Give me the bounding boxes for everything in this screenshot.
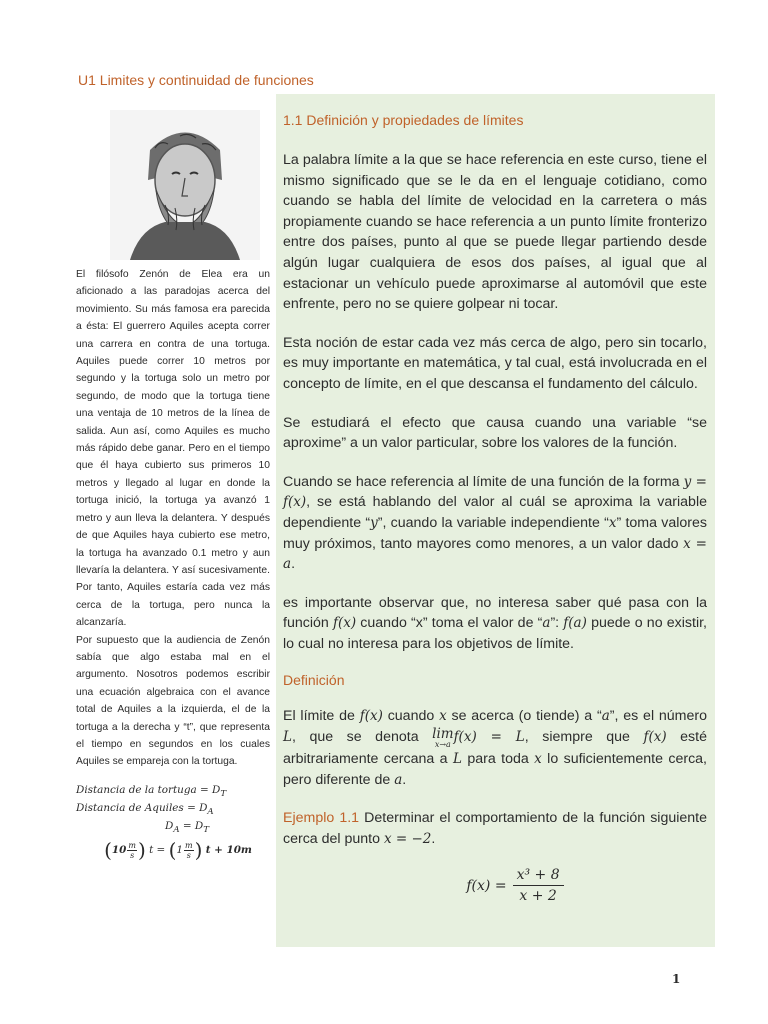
paragraph-limit-meaning: La palabra límite a la que se hace referencia en este curso, tiene el mismo significado que se le da en el lenguaje cotidiano, como cuando se habla del límite de velocidad en la carretera o más propiamente cuando se hace referencia a un punto límite fronterizo entre dos países, punto al que se puede llegar partiendo desde algún lugar cualquiera de esos dos países, al igual que al estacionar un vehículo puede aproximarse al automóvil que este enfrente, pero no se quiere golpear ni tocar.: [283, 152, 707, 313]
sidebar: [76, 110, 270, 863]
main-content-box: [276, 94, 715, 947]
paragraph-definition: El límite de f(x) cuando x se acerca (o tiende) a “a”, es el número L, que se denota lim x→a f(x) = L, siempre que f(x) esté arbitrariamente cercana a L para toda x lo suficientemente cerca, pero diferente de a.: [283, 708, 708, 788]
equation-achilles: Distancia de Aquiles = $D_A$: [76, 801, 214, 817]
paragraph-observation: es importante observar que, no interesa saber qué pasa con la función f(x) cuando “x” toma el valor de “a”: f(a) puede o no existir, lo cual no interesa para los objetivos de límite.: [283, 594, 707, 652]
example-label: Ejemplo 1.1: [283, 810, 360, 827]
paragraph-example: Ejemplo 1.1 Determinar el comportamiento de la función siguiente cerca del punto x = −2.: [283, 810, 708, 847]
limit-notation: lim x→a: [432, 726, 454, 750]
paragraph-function-limit: Cuando se hace referencia al límite de una función de la forma y = f(x), se está hablando del valor al cuál se aproxima la variable dependiente “y”, cuando la variable independiente “x” toma valores muy próximos, tanto mayores como menores, a un valor dado x = a.: [283, 473, 707, 573]
paragraph-effect: Se estudiará el efecto que causa cuando una variable “se aproxime” a un valor particular, sobre los valores de la función.: [283, 414, 707, 452]
equation-race: ( 10 $\frac{m}{s}$ ) t = ( 1 $\frac{m}{s}$ ) t + 10m: [104, 838, 252, 863]
section-title: 1.1 Definición y propiedades de límites: [283, 112, 524, 128]
zeno-audience-text: Por supuesto que la audiencia de Zenón sabía que algo estaba mal en el argumento. Nosotros podemos escribir una ecuación algebraica con el avance total de Aquiles a la izquierda, el de la tortuga a la derecha y “t”, que representa el tiempo en segundos en los cuales Aquiles se empareja con la tortuga.: [76, 634, 270, 768]
paragraph-notion: Esta noción de estar cada vez más cerca de algo, pero sin tocarlo, es muy importante en matemática, y tal cual, está involucrada en el concepto de límite, en el que descansa el fundamento del cálculo.: [283, 334, 707, 392]
zeno-paradox-text: El filósofo Zenón de Elea era un aficionado a las paradojas acerca del movimiento. Su más famosa era parecida a ésta: El guerrero Aquiles acepta correr una carrera en contra de una tortuga. Aquiles puede correr 10 metros por segundo y la tortuga solo un metro por segundo, de modo que la tortuga tiene una ventaja de 10 metros de la línea de salida. Aun así, como Aquiles es mucho más rápido debe ganar. Pero en el tiempo que él haya cubierto sus primeros 10 metros y llegado al lugar en donde la tortuga inició, la tortuga ya avanzó 1 metro y aun lleva la delantera. Y después de que Aquiles haya cubierto ese metro, la tortuga ha avanzado 0.1 metro y aun llevaría la delantera. Y así sucesivamente. Por tanto, Aquiles estaría cada vez más cerca de la tortuga, pero nunca la alcanzaría.: [76, 269, 270, 629]
chapter-header: U1 Limites y continuidad de funciones: [78, 72, 314, 88]
page-number: 1: [672, 972, 681, 986]
zeno-portrait: [110, 110, 260, 260]
definition-title: Definición: [283, 672, 345, 689]
example-formula: f(x) = $\frac{\text{x³ + 8}}{x + 2}$: [323, 867, 707, 904]
distance-equations: [76, 783, 270, 863]
equation-equal-distances: $D_A = D_T$: [164, 819, 210, 836]
equation-tortoise: Distancia de la tortuga = $D_T$: [76, 783, 227, 799]
